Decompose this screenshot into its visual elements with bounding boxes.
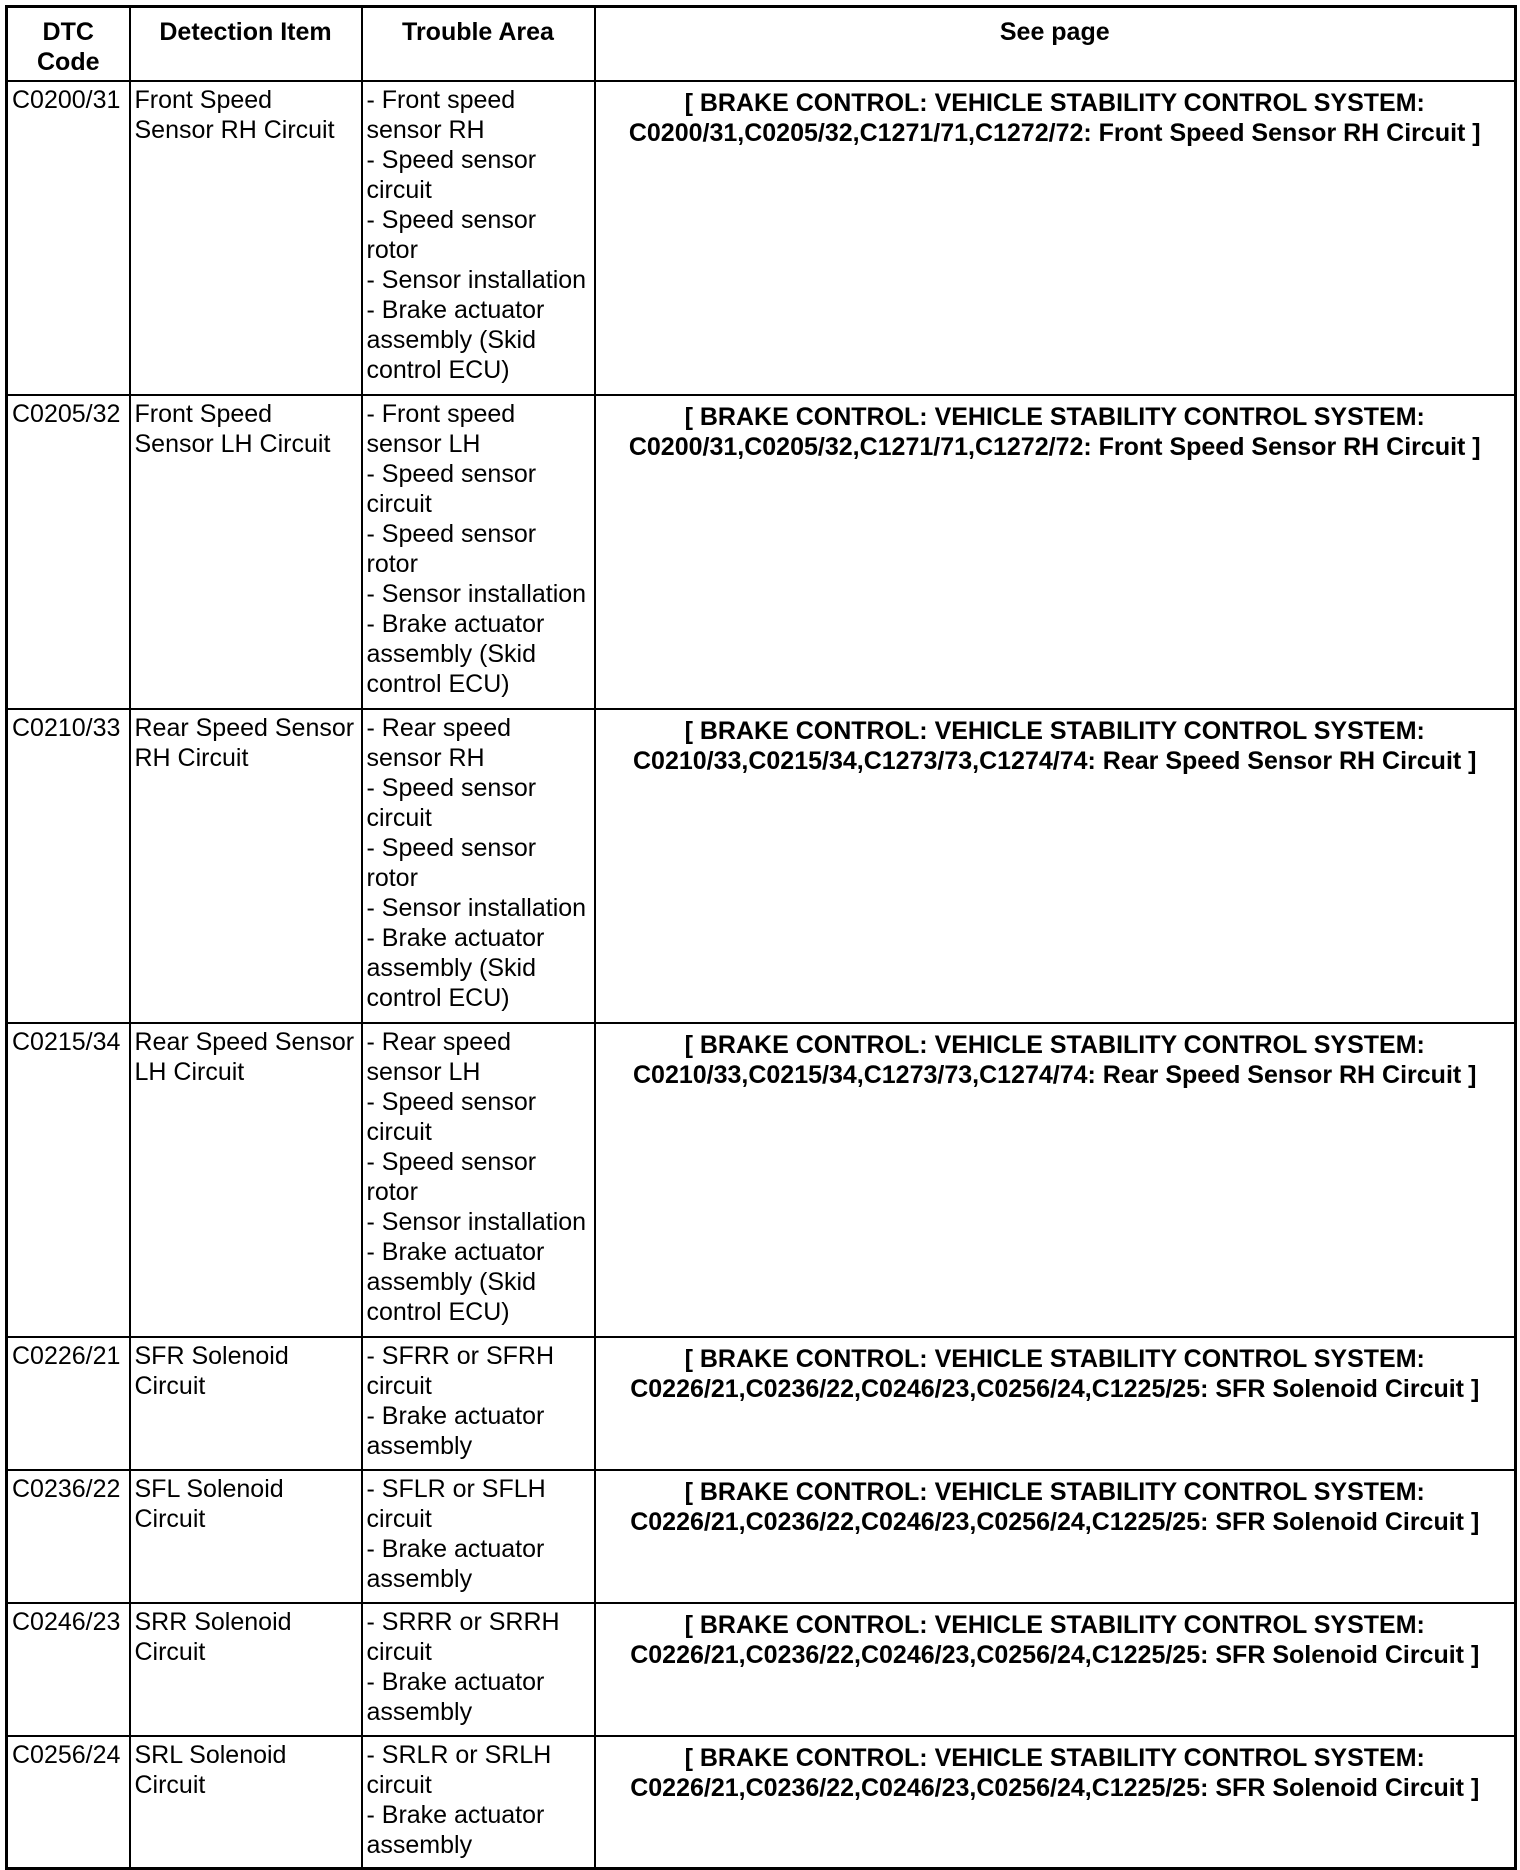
trouble-area-line: - Speed sensor rotor xyxy=(366,833,537,892)
see-page-link[interactable] xyxy=(595,1736,1516,1869)
trouble-area-line: - Speed sensor circuit xyxy=(366,1087,537,1146)
trouble-area-line: - Speed sensor circuit xyxy=(366,145,537,204)
detection-item-cell: SRR Solenoid Circuit xyxy=(130,1603,362,1736)
trouble-area-line: - Speed sensor rotor xyxy=(366,1147,537,1206)
detection-item-cell: Front Speed Sensor RH Circuit xyxy=(130,81,362,395)
detection-item-cell: Rear Speed Sensor RH Circuit xyxy=(130,709,362,1023)
trouble-area-line: - Speed sensor rotor xyxy=(366,205,537,264)
trouble-area-line: - Brake actuator assembly xyxy=(366,1534,545,1593)
detection-item-cell: SFR Solenoid Circuit xyxy=(130,1337,362,1470)
dtc-table xyxy=(5,5,1517,1870)
trouble-area-line: - SRLR or SRLH circuit xyxy=(366,1740,552,1799)
see-page-line: [ BRAKE CONTROL: VEHICLE STABILITY CONTROL SYSTEM: xyxy=(684,1344,1425,1373)
table-row xyxy=(7,1023,1516,1337)
see-page-link[interactable] xyxy=(595,81,1516,395)
see-page-line: [ BRAKE CONTROL: VEHICLE STABILITY CONTROL SYSTEM: xyxy=(684,1477,1425,1506)
trouble-area-line: - Rear speed sensor RH xyxy=(366,713,512,772)
trouble-area-line: - Rear speed sensor LH xyxy=(366,1027,512,1086)
trouble-area-line: - Speed sensor circuit xyxy=(366,773,537,832)
see-page-link[interactable] xyxy=(595,1470,1516,1603)
header-detection-item: Detection Item xyxy=(130,7,362,81)
dtc-code-cell: C0210/33 xyxy=(7,709,130,1023)
trouble-area-line: - SFLR or SFLH circuit xyxy=(366,1474,546,1533)
trouble-area-cell xyxy=(362,1603,595,1736)
trouble-area-line: - Brake actuator assembly (Skid control ECU) xyxy=(366,609,545,698)
see-page-link[interactable] xyxy=(595,1603,1516,1736)
detection-item-cell: SRL Solenoid Circuit xyxy=(130,1736,362,1869)
detection-item-cell: SFL Solenoid Circuit xyxy=(130,1470,362,1603)
trouble-area-line: - Speed sensor rotor xyxy=(366,519,537,578)
see-page-link[interactable] xyxy=(595,1337,1516,1470)
header-dtc-code: DTC Code xyxy=(7,7,130,81)
table-row xyxy=(7,1603,1516,1736)
trouble-area-cell xyxy=(362,395,595,709)
see-page-line: C0210/33,C0215/34,C1273/73,C1274/74: Rear Speed Sensor RH Circuit ] xyxy=(632,746,1477,775)
see-page-line: C0226/21,C0236/22,C0246/23,C0256/24,C1225/25: SFR Solenoid Circuit ] xyxy=(630,1507,1480,1536)
table-row xyxy=(7,395,1516,709)
trouble-area-cell xyxy=(362,1736,595,1869)
trouble-area-line: - Sensor installation xyxy=(366,579,587,608)
trouble-area-line: - Brake actuator assembly (Skid control ECU) xyxy=(366,295,545,384)
dtc-code-cell: C0256/24 xyxy=(7,1736,130,1869)
see-page-link[interactable] xyxy=(595,395,1516,709)
dtc-code-cell: C0205/32 xyxy=(7,395,130,709)
see-page-line: [ BRAKE CONTROL: VEHICLE STABILITY CONTROL SYSTEM: xyxy=(684,1610,1425,1639)
table-row xyxy=(7,81,1516,395)
trouble-area-cell xyxy=(362,81,595,395)
see-page-line: C0200/31,C0205/32,C1271/71,C1272/72: Front Speed Sensor RH Circuit ] xyxy=(628,432,1481,461)
trouble-area-line: - SRRR or SRRH circuit xyxy=(366,1607,560,1666)
table-header xyxy=(7,7,1516,81)
see-page-line: C0226/21,C0236/22,C0246/23,C0256/24,C1225/25: SFR Solenoid Circuit ] xyxy=(630,1773,1480,1802)
table-body xyxy=(7,81,1516,1869)
see-page-line: C0226/21,C0236/22,C0246/23,C0256/24,C1225/25: SFR Solenoid Circuit ] xyxy=(630,1374,1480,1403)
see-page-line: C0200/31,C0205/32,C1271/71,C1272/72: Front Speed Sensor RH Circuit ] xyxy=(628,118,1481,147)
detection-item-cell: Rear Speed Sensor LH Circuit xyxy=(130,1023,362,1337)
see-page-line: [ BRAKE CONTROL: VEHICLE STABILITY CONTROL SYSTEM: xyxy=(684,402,1425,431)
see-page-line: [ BRAKE CONTROL: VEHICLE STABILITY CONTROL SYSTEM: xyxy=(684,716,1425,745)
trouble-area-line: - Brake actuator assembly (Skid control ECU) xyxy=(366,923,545,1012)
trouble-area-line: - Speed sensor circuit xyxy=(366,459,537,518)
trouble-area-cell xyxy=(362,1337,595,1470)
header-trouble-area: Trouble Area xyxy=(362,7,595,81)
dtc-code-cell: C0200/31 xyxy=(7,81,130,395)
trouble-area-cell xyxy=(362,709,595,1023)
dtc-code-cell: C0246/23 xyxy=(7,1603,130,1736)
see-page-line: [ BRAKE CONTROL: VEHICLE STABILITY CONTROL SYSTEM: xyxy=(684,88,1425,117)
dtc-code-cell: C0236/22 xyxy=(7,1470,130,1603)
see-page-link[interactable] xyxy=(595,709,1516,1023)
trouble-area-line: - Brake actuator assembly (Skid control ECU) xyxy=(366,1237,545,1326)
trouble-area-line: - Sensor installation xyxy=(366,1207,587,1236)
trouble-area-line: - Front speed sensor RH xyxy=(366,85,516,144)
trouble-area-line: - SFRR or SFRH circuit xyxy=(366,1341,554,1400)
trouble-area-cell xyxy=(362,1023,595,1337)
dtc-code-cell: C0226/21 xyxy=(7,1337,130,1470)
trouble-area-line: - Brake actuator assembly xyxy=(366,1800,545,1859)
detection-item-cell: Front Speed Sensor LH Circuit xyxy=(130,395,362,709)
table-row xyxy=(7,1470,1516,1603)
header-see-page: See page xyxy=(595,7,1516,81)
see-page-line: [ BRAKE CONTROL: VEHICLE STABILITY CONTROL SYSTEM: xyxy=(684,1743,1425,1772)
trouble-area-line: - Brake actuator assembly xyxy=(366,1667,545,1726)
see-page-line: [ BRAKE CONTROL: VEHICLE STABILITY CONTROL SYSTEM: xyxy=(684,1030,1425,1059)
see-page-line: C0226/21,C0236/22,C0246/23,C0256/24,C1225/25: SFR Solenoid Circuit ] xyxy=(630,1640,1480,1669)
trouble-area-cell xyxy=(362,1470,595,1603)
trouble-area-line: - Brake actuator assembly xyxy=(366,1401,545,1460)
trouble-area-line: - Sensor installation xyxy=(366,265,587,294)
see-page-line: C0210/33,C0215/34,C1273/73,C1274/74: Rear Speed Sensor RH Circuit ] xyxy=(632,1060,1477,1089)
trouble-area-line: - Front speed sensor LH xyxy=(366,399,516,458)
table-row xyxy=(7,1337,1516,1470)
header-row xyxy=(7,7,1516,81)
table-row xyxy=(7,709,1516,1023)
see-page-link[interactable] xyxy=(595,1023,1516,1337)
table-row xyxy=(7,1736,1516,1869)
dtc-code-cell: C0215/34 xyxy=(7,1023,130,1337)
trouble-area-line: - Sensor installation xyxy=(366,893,587,922)
